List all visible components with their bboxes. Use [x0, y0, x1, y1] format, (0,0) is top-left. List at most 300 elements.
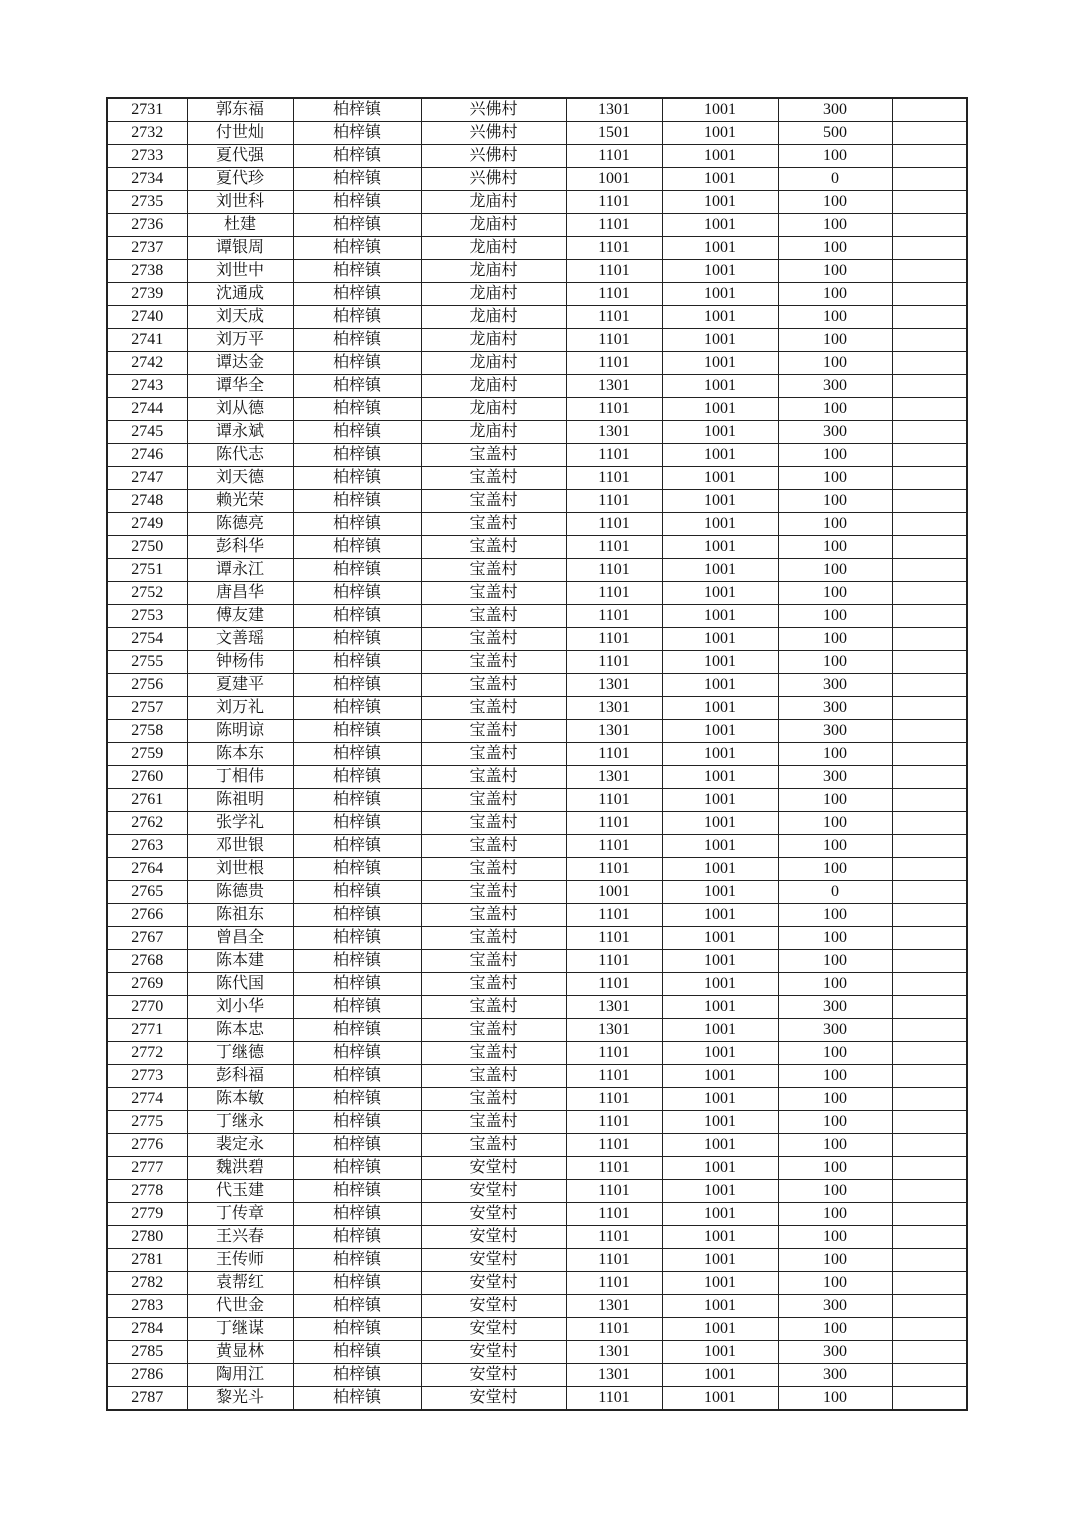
code-a-cell: 1101 — [566, 145, 662, 168]
village-cell: 兴佛村 — [421, 168, 566, 191]
town-cell: 柏梓镇 — [293, 1134, 421, 1157]
remark-cell — [892, 835, 967, 858]
remark-cell — [892, 1111, 967, 1134]
row-number-cell: 2751 — [107, 559, 187, 582]
row-number-cell: 2769 — [107, 973, 187, 996]
town-cell: 柏梓镇 — [293, 1157, 421, 1180]
code-b-cell: 1001 — [662, 1249, 778, 1272]
code-a-cell: 1101 — [566, 283, 662, 306]
row-number-cell: 2784 — [107, 1318, 187, 1341]
amount-cell: 300 — [778, 1341, 892, 1364]
name-cell: 钟杨伟 — [187, 651, 293, 674]
code-a-cell: 1101 — [566, 1249, 662, 1272]
code-a-cell: 1301 — [566, 1341, 662, 1364]
village-cell: 宝盖村 — [421, 950, 566, 973]
village-cell: 龙庙村 — [421, 306, 566, 329]
village-cell: 龙庙村 — [421, 375, 566, 398]
code-a-cell: 1101 — [566, 1180, 662, 1203]
name-cell: 陈德亮 — [187, 513, 293, 536]
code-a-cell: 1301 — [566, 98, 662, 122]
row-number-cell: 2733 — [107, 145, 187, 168]
table-row — [107, 306, 967, 329]
row-number-cell: 2745 — [107, 421, 187, 444]
remark-cell — [892, 513, 967, 536]
village-cell: 安堂村 — [421, 1341, 566, 1364]
table-row — [107, 1134, 967, 1157]
amount-cell: 100 — [778, 329, 892, 352]
code-b-cell: 1001 — [662, 697, 778, 720]
row-number-cell: 2748 — [107, 490, 187, 513]
code-b-cell: 1001 — [662, 237, 778, 260]
code-a-cell: 1101 — [566, 1134, 662, 1157]
village-cell: 龙庙村 — [421, 214, 566, 237]
amount-cell: 500 — [778, 122, 892, 145]
remark-cell — [892, 214, 967, 237]
village-cell: 龙庙村 — [421, 260, 566, 283]
amount-cell: 300 — [778, 1295, 892, 1318]
row-number-cell: 2779 — [107, 1203, 187, 1226]
amount-cell: 300 — [778, 375, 892, 398]
row-number-cell: 2783 — [107, 1295, 187, 1318]
remark-cell — [892, 973, 967, 996]
town-cell: 柏梓镇 — [293, 260, 421, 283]
amount-cell: 100 — [778, 237, 892, 260]
table-row — [107, 237, 967, 260]
code-a-cell: 1101 — [566, 1157, 662, 1180]
table-row — [107, 996, 967, 1019]
code-b-cell: 1001 — [662, 1157, 778, 1180]
table-row — [107, 122, 967, 145]
code-a-cell: 1101 — [566, 651, 662, 674]
name-cell: 夏代强 — [187, 145, 293, 168]
name-cell: 夏代珍 — [187, 168, 293, 191]
code-a-cell: 1101 — [566, 1272, 662, 1295]
amount-cell: 100 — [778, 559, 892, 582]
name-cell: 文善瑶 — [187, 628, 293, 651]
amount-cell: 100 — [778, 1042, 892, 1065]
town-cell: 柏梓镇 — [293, 812, 421, 835]
village-cell: 宝盖村 — [421, 904, 566, 927]
town-cell: 柏梓镇 — [293, 1387, 421, 1411]
table-row — [107, 628, 967, 651]
table-row — [107, 98, 967, 122]
row-number-cell: 2781 — [107, 1249, 187, 1272]
town-cell: 柏梓镇 — [293, 375, 421, 398]
table-row — [107, 1065, 967, 1088]
village-cell: 安堂村 — [421, 1203, 566, 1226]
remark-cell — [892, 1318, 967, 1341]
town-cell: 柏梓镇 — [293, 1295, 421, 1318]
name-cell: 陈明谅 — [187, 720, 293, 743]
amount-cell: 300 — [778, 1019, 892, 1042]
name-cell: 刘天德 — [187, 467, 293, 490]
code-a-cell: 1301 — [566, 421, 662, 444]
row-number-cell: 2747 — [107, 467, 187, 490]
code-b-cell: 1001 — [662, 881, 778, 904]
row-number-cell: 2755 — [107, 651, 187, 674]
row-number-cell: 2749 — [107, 513, 187, 536]
code-b-cell: 1001 — [662, 973, 778, 996]
village-cell: 宝盖村 — [421, 881, 566, 904]
table-row — [107, 881, 967, 904]
code-a-cell: 1301 — [566, 1019, 662, 1042]
code-a-cell: 1101 — [566, 559, 662, 582]
town-cell: 柏梓镇 — [293, 145, 421, 168]
village-cell: 宝盖村 — [421, 858, 566, 881]
code-a-cell: 1101 — [566, 858, 662, 881]
table-row — [107, 720, 967, 743]
row-number-cell: 2754 — [107, 628, 187, 651]
name-cell: 陈德贵 — [187, 881, 293, 904]
remark-cell — [892, 950, 967, 973]
remark-cell — [892, 421, 967, 444]
row-number-cell: 2731 — [107, 98, 187, 122]
village-cell: 宝盖村 — [421, 674, 566, 697]
amount-cell: 100 — [778, 743, 892, 766]
town-cell: 柏梓镇 — [293, 1249, 421, 1272]
town-cell: 柏梓镇 — [293, 1341, 421, 1364]
table-row — [107, 1295, 967, 1318]
name-cell: 谭达金 — [187, 352, 293, 375]
name-cell: 沈通成 — [187, 283, 293, 306]
name-cell: 彭科福 — [187, 1065, 293, 1088]
code-b-cell: 1001 — [662, 605, 778, 628]
village-cell: 兴佛村 — [421, 98, 566, 122]
row-number-cell: 2761 — [107, 789, 187, 812]
code-b-cell: 1001 — [662, 1226, 778, 1249]
code-b-cell: 1001 — [662, 1134, 778, 1157]
row-number-cell: 2759 — [107, 743, 187, 766]
table-row — [107, 1226, 967, 1249]
village-cell: 宝盖村 — [421, 996, 566, 1019]
row-number-cell: 2741 — [107, 329, 187, 352]
code-a-cell: 1301 — [566, 720, 662, 743]
remark-cell — [892, 996, 967, 1019]
amount-cell: 0 — [778, 881, 892, 904]
village-cell: 安堂村 — [421, 1249, 566, 1272]
name-cell: 张学礼 — [187, 812, 293, 835]
town-cell: 柏梓镇 — [293, 1042, 421, 1065]
code-a-cell: 1101 — [566, 973, 662, 996]
remark-cell — [892, 1134, 967, 1157]
village-cell: 宝盖村 — [421, 927, 566, 950]
town-cell: 柏梓镇 — [293, 674, 421, 697]
code-b-cell: 1001 — [662, 444, 778, 467]
row-number-cell: 2746 — [107, 444, 187, 467]
remark-cell — [892, 720, 967, 743]
table-row — [107, 835, 967, 858]
row-number-cell: 2732 — [107, 122, 187, 145]
code-a-cell: 1101 — [566, 467, 662, 490]
code-a-cell: 1101 — [566, 835, 662, 858]
name-cell: 刘世科 — [187, 191, 293, 214]
remark-cell — [892, 674, 967, 697]
table-body — [107, 98, 967, 1410]
code-b-cell: 1001 — [662, 720, 778, 743]
name-cell: 陈本建 — [187, 950, 293, 973]
amount-cell: 100 — [778, 467, 892, 490]
amount-cell: 100 — [778, 904, 892, 927]
village-cell: 宝盖村 — [421, 582, 566, 605]
town-cell: 柏梓镇 — [293, 513, 421, 536]
remark-cell — [892, 329, 967, 352]
amount-cell: 100 — [778, 1088, 892, 1111]
name-cell: 谭永江 — [187, 559, 293, 582]
code-a-cell: 1301 — [566, 674, 662, 697]
table-row — [107, 950, 967, 973]
code-a-cell: 1101 — [566, 743, 662, 766]
code-b-cell: 1001 — [662, 1272, 778, 1295]
row-number-cell: 2777 — [107, 1157, 187, 1180]
code-b-cell: 1001 — [662, 1019, 778, 1042]
town-cell: 柏梓镇 — [293, 789, 421, 812]
town-cell: 柏梓镇 — [293, 950, 421, 973]
row-number-cell: 2768 — [107, 950, 187, 973]
table-row — [107, 1249, 967, 1272]
village-cell: 龙庙村 — [421, 191, 566, 214]
table-row — [107, 536, 967, 559]
town-cell: 柏梓镇 — [293, 536, 421, 559]
code-b-cell: 1001 — [662, 1318, 778, 1341]
code-b-cell: 1001 — [662, 1088, 778, 1111]
amount-cell: 100 — [778, 973, 892, 996]
amount-cell: 300 — [778, 421, 892, 444]
town-cell: 柏梓镇 — [293, 122, 421, 145]
village-cell: 龙庙村 — [421, 283, 566, 306]
row-number-cell: 2736 — [107, 214, 187, 237]
amount-cell: 100 — [778, 536, 892, 559]
amount-cell: 100 — [778, 1203, 892, 1226]
town-cell: 柏梓镇 — [293, 444, 421, 467]
remark-cell — [892, 122, 967, 145]
code-b-cell: 1001 — [662, 1295, 778, 1318]
name-cell: 杜建 — [187, 214, 293, 237]
code-a-cell: 1101 — [566, 1203, 662, 1226]
row-number-cell: 2787 — [107, 1387, 187, 1411]
amount-cell: 100 — [778, 1111, 892, 1134]
name-cell: 陈本敏 — [187, 1088, 293, 1111]
amount-cell: 100 — [778, 306, 892, 329]
code-a-cell: 1101 — [566, 329, 662, 352]
code-a-cell: 1101 — [566, 605, 662, 628]
row-number-cell: 2765 — [107, 881, 187, 904]
table-row — [107, 375, 967, 398]
row-number-cell: 2753 — [107, 605, 187, 628]
code-b-cell: 1001 — [662, 559, 778, 582]
code-a-cell: 1301 — [566, 1364, 662, 1387]
code-a-cell: 1501 — [566, 122, 662, 145]
amount-cell: 100 — [778, 858, 892, 881]
village-cell: 安堂村 — [421, 1180, 566, 1203]
name-cell: 彭科华 — [187, 536, 293, 559]
name-cell: 谭永斌 — [187, 421, 293, 444]
row-number-cell: 2742 — [107, 352, 187, 375]
village-cell: 兴佛村 — [421, 145, 566, 168]
name-cell: 刘世中 — [187, 260, 293, 283]
code-b-cell: 1001 — [662, 789, 778, 812]
remark-cell — [892, 98, 967, 122]
row-number-cell: 2786 — [107, 1364, 187, 1387]
remark-cell — [892, 260, 967, 283]
name-cell: 谭华全 — [187, 375, 293, 398]
town-cell: 柏梓镇 — [293, 605, 421, 628]
code-b-cell: 1001 — [662, 421, 778, 444]
name-cell: 郭东福 — [187, 98, 293, 122]
code-a-cell: 1101 — [566, 812, 662, 835]
village-cell: 安堂村 — [421, 1387, 566, 1411]
village-cell: 安堂村 — [421, 1318, 566, 1341]
name-cell: 陈代国 — [187, 973, 293, 996]
table-row — [107, 352, 967, 375]
row-number-cell: 2740 — [107, 306, 187, 329]
village-cell: 安堂村 — [421, 1226, 566, 1249]
town-cell: 柏梓镇 — [293, 927, 421, 950]
row-number-cell: 2743 — [107, 375, 187, 398]
row-number-cell: 2773 — [107, 1065, 187, 1088]
row-number-cell: 2762 — [107, 812, 187, 835]
amount-cell: 300 — [778, 98, 892, 122]
table-row — [107, 559, 967, 582]
table-row — [107, 145, 967, 168]
name-cell: 刘小华 — [187, 996, 293, 1019]
name-cell: 王传师 — [187, 1249, 293, 1272]
name-cell: 魏洪碧 — [187, 1157, 293, 1180]
name-cell: 陈祖东 — [187, 904, 293, 927]
data-table — [106, 97, 968, 1411]
remark-cell — [892, 628, 967, 651]
village-cell: 宝盖村 — [421, 1088, 566, 1111]
table-row — [107, 1272, 967, 1295]
name-cell: 丁继永 — [187, 1111, 293, 1134]
name-cell: 裴定永 — [187, 1134, 293, 1157]
remark-cell — [892, 1341, 967, 1364]
table-row — [107, 467, 967, 490]
remark-cell — [892, 1042, 967, 1065]
code-b-cell: 1001 — [662, 329, 778, 352]
village-cell: 龙庙村 — [421, 352, 566, 375]
town-cell: 柏梓镇 — [293, 1272, 421, 1295]
town-cell: 柏梓镇 — [293, 1088, 421, 1111]
table-row — [107, 1111, 967, 1134]
town-cell: 柏梓镇 — [293, 881, 421, 904]
town-cell: 柏梓镇 — [293, 237, 421, 260]
code-a-cell: 1101 — [566, 306, 662, 329]
row-number-cell: 2758 — [107, 720, 187, 743]
code-a-cell: 1301 — [566, 766, 662, 789]
name-cell: 陈本东 — [187, 743, 293, 766]
table-row — [107, 444, 967, 467]
code-b-cell: 1001 — [662, 214, 778, 237]
remark-cell — [892, 145, 967, 168]
code-b-cell: 1001 — [662, 98, 778, 122]
village-cell: 宝盖村 — [421, 513, 566, 536]
village-cell: 宝盖村 — [421, 812, 566, 835]
village-cell: 安堂村 — [421, 1272, 566, 1295]
code-b-cell: 1001 — [662, 582, 778, 605]
town-cell: 柏梓镇 — [293, 1065, 421, 1088]
amount-cell: 100 — [778, 1249, 892, 1272]
name-cell: 黎光斗 — [187, 1387, 293, 1411]
name-cell: 陈祖明 — [187, 789, 293, 812]
town-cell: 柏梓镇 — [293, 766, 421, 789]
name-cell: 刘万平 — [187, 329, 293, 352]
village-cell: 龙庙村 — [421, 421, 566, 444]
town-cell: 柏梓镇 — [293, 973, 421, 996]
code-b-cell: 1001 — [662, 1111, 778, 1134]
name-cell: 丁相伟 — [187, 766, 293, 789]
town-cell: 柏梓镇 — [293, 490, 421, 513]
name-cell: 丁传章 — [187, 1203, 293, 1226]
code-a-cell: 1101 — [566, 1065, 662, 1088]
code-a-cell: 1101 — [566, 1387, 662, 1411]
town-cell: 柏梓镇 — [293, 1226, 421, 1249]
amount-cell: 100 — [778, 1272, 892, 1295]
code-a-cell: 1301 — [566, 375, 662, 398]
code-a-cell: 1101 — [566, 582, 662, 605]
town-cell: 柏梓镇 — [293, 98, 421, 122]
name-cell: 唐昌华 — [187, 582, 293, 605]
amount-cell: 100 — [778, 789, 892, 812]
town-cell: 柏梓镇 — [293, 352, 421, 375]
table-row — [107, 743, 967, 766]
code-b-cell: 1001 — [662, 1364, 778, 1387]
table-row — [107, 1341, 967, 1364]
code-a-cell: 1001 — [566, 881, 662, 904]
remark-cell — [892, 651, 967, 674]
code-a-cell: 1101 — [566, 214, 662, 237]
remark-cell — [892, 1203, 967, 1226]
town-cell: 柏梓镇 — [293, 1180, 421, 1203]
row-number-cell: 2776 — [107, 1134, 187, 1157]
code-b-cell: 1001 — [662, 1203, 778, 1226]
village-cell: 安堂村 — [421, 1364, 566, 1387]
code-b-cell: 1001 — [662, 927, 778, 950]
remark-cell — [892, 1180, 967, 1203]
row-number-cell: 2760 — [107, 766, 187, 789]
amount-cell: 100 — [778, 582, 892, 605]
remark-cell — [892, 605, 967, 628]
code-a-cell: 1101 — [566, 1088, 662, 1111]
remark-cell — [892, 904, 967, 927]
amount-cell: 100 — [778, 950, 892, 973]
village-cell: 宝盖村 — [421, 766, 566, 789]
code-a-cell: 1101 — [566, 1111, 662, 1134]
table-row — [107, 329, 967, 352]
village-cell: 宝盖村 — [421, 490, 566, 513]
table-row — [107, 1042, 967, 1065]
code-b-cell: 1001 — [662, 398, 778, 421]
town-cell: 柏梓镇 — [293, 306, 421, 329]
town-cell: 柏梓镇 — [293, 651, 421, 674]
amount-cell: 100 — [778, 1387, 892, 1411]
name-cell: 夏建平 — [187, 674, 293, 697]
row-number-cell: 2767 — [107, 927, 187, 950]
amount-cell: 300 — [778, 697, 892, 720]
table-row — [107, 260, 967, 283]
code-a-cell: 1101 — [566, 904, 662, 927]
table-row — [107, 1318, 967, 1341]
table-row — [107, 605, 967, 628]
code-a-cell: 1101 — [566, 950, 662, 973]
remark-cell — [892, 812, 967, 835]
amount-cell: 100 — [778, 1134, 892, 1157]
table-row — [107, 582, 967, 605]
code-b-cell: 1001 — [662, 122, 778, 145]
amount-cell: 100 — [778, 1157, 892, 1180]
code-b-cell: 1001 — [662, 950, 778, 973]
remark-cell — [892, 536, 967, 559]
remark-cell — [892, 283, 967, 306]
